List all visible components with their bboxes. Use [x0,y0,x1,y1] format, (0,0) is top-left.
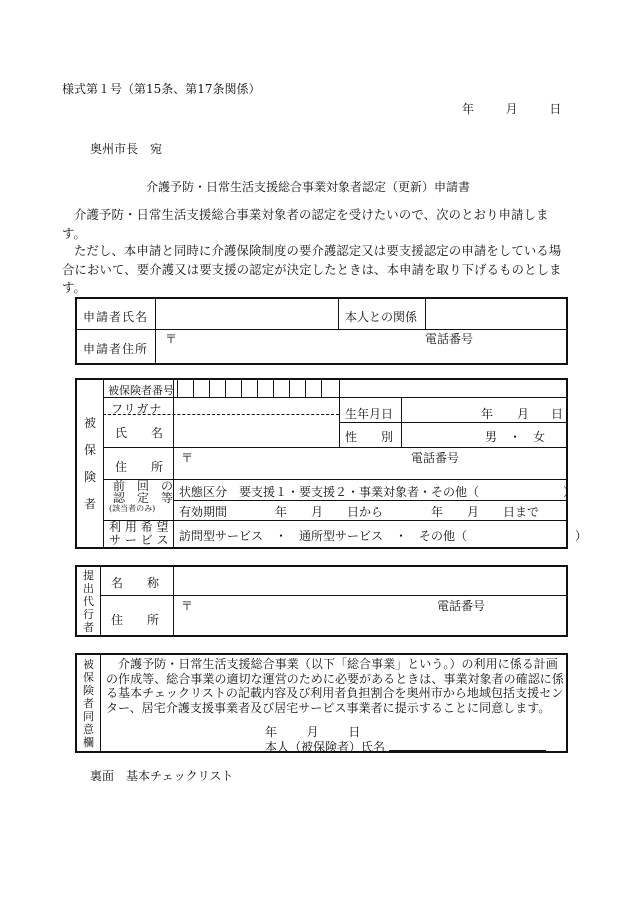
submitter-postal-mark: 〒 [181,599,194,613]
submitter-table [75,565,568,637]
insured-table [75,378,588,549]
submitter-side-label: 提 出 代 行 者 [83,568,94,634]
submitter-address-input[interactable] [193,613,559,629]
submitter-phone-label: 電話番号 [437,599,486,613]
applicant-relation-input[interactable] [433,305,559,323]
validity-period[interactable]: 有効期間 年 月 日から 年 月 日まで [179,505,540,519]
insured-phone-label: 電話番号 [411,451,460,465]
furigana-label: フリガナ [111,402,163,416]
furigana-input[interactable] [181,399,331,413]
applicant-address-input[interactable] [177,343,557,359]
date-line [462,100,561,117]
form-number: 様式第１号（第15条、第17条関係） [62,82,261,96]
insured-name-input[interactable] [181,420,331,440]
date-month-unit: 月 [505,102,518,116]
desired-service-label: 利 用 希 望 サ ー ビ ス [109,520,169,547]
form-title: 介護予防・日常生活支援総合事業対象者認定（更新）申請書 [146,180,471,194]
intro-paragraph-1: 介護予防・日常生活支援総合事業対象者の認定を受けたいので、次のとおり申請します。 [62,208,549,241]
insured-side-label: 被 保 険 者 [83,415,96,511]
applicant-name-label: 申請者氏名 [83,310,149,324]
insured-number-boxes[interactable] [177,380,337,397]
insured-number-label: 被保険者番号 [108,384,174,397]
submitter-address-label: 住 所 [111,613,160,627]
signature-line[interactable] [389,737,546,751]
applicant-address-label: 申請者住所 [83,342,149,356]
applicant-table [75,297,568,365]
applicant-name-input[interactable] [163,305,331,323]
signature-label: 本人（被保険者）氏名 [265,740,386,754]
status-category[interactable]: 状態区分 要支援１・要支援２・事業対象者・その他（ ） [179,485,576,499]
applicant-postal-mark: 〒 [165,332,178,346]
footer-note: 裏面 基本チェックリスト [90,769,234,783]
submitter-name-label: 名 称 [111,576,160,590]
consent-side-label: 被 保 険 者 同 意 欄 [83,657,94,749]
consent-date: 年 月 日 [265,725,361,739]
consent-text: 介護予防・日常生活支援総合事業（以下「総合事業」という。）の利用に係る計画の作成等、総合事業の適切な運営のために必要があるときは、事業対象者の確認に係る基本チェックリストの記載内容及び利用者負担割合を奥州市から地域包括支援センター、居宅介護支援事業者及び居宅サービス事業者に提示することに同意します。 [106,657,564,715]
birth-day-unit: 日 [551,407,564,421]
insured-address-input[interactable] [193,460,559,476]
insured-address-label: 住 所 [115,460,164,474]
applicant-relation-label: 本人との関係 [345,310,418,324]
submitter-name-input[interactable] [181,572,561,590]
insured-name-label: 氏 名 [115,426,164,440]
desired-service-options[interactable]: 訪問型サービス ・ 通所型サービス ・ その他（ ） [179,529,588,543]
insured-postal-mark: 〒 [181,451,194,465]
prev-cert-label: 前 回 の 認 定 等 (該当者のみ) [109,479,174,513]
birth-month-unit: 月 [517,407,530,421]
date-year-unit: 年 [462,102,475,116]
consent-table [75,653,568,753]
intro-paragraph-2: ただし、本申請と同時に介護保険制度の要介護認定又は要支援認定の申請をしている場合において、要介護又は要支援の認定が決定したときは、本申請を取り下げるものとします。 [62,244,562,295]
applicant-phone-label: 電話番号 [425,332,474,346]
birth-year-unit: 年 [481,407,494,421]
sex-label: 性 別 [345,430,394,444]
sex-options[interactable]: 男 ・ 女 [485,430,546,444]
date-day-unit: 日 [549,102,562,116]
birth-label: 生年月日 [345,407,394,421]
addressee: 奥州市長 宛 [90,142,163,156]
